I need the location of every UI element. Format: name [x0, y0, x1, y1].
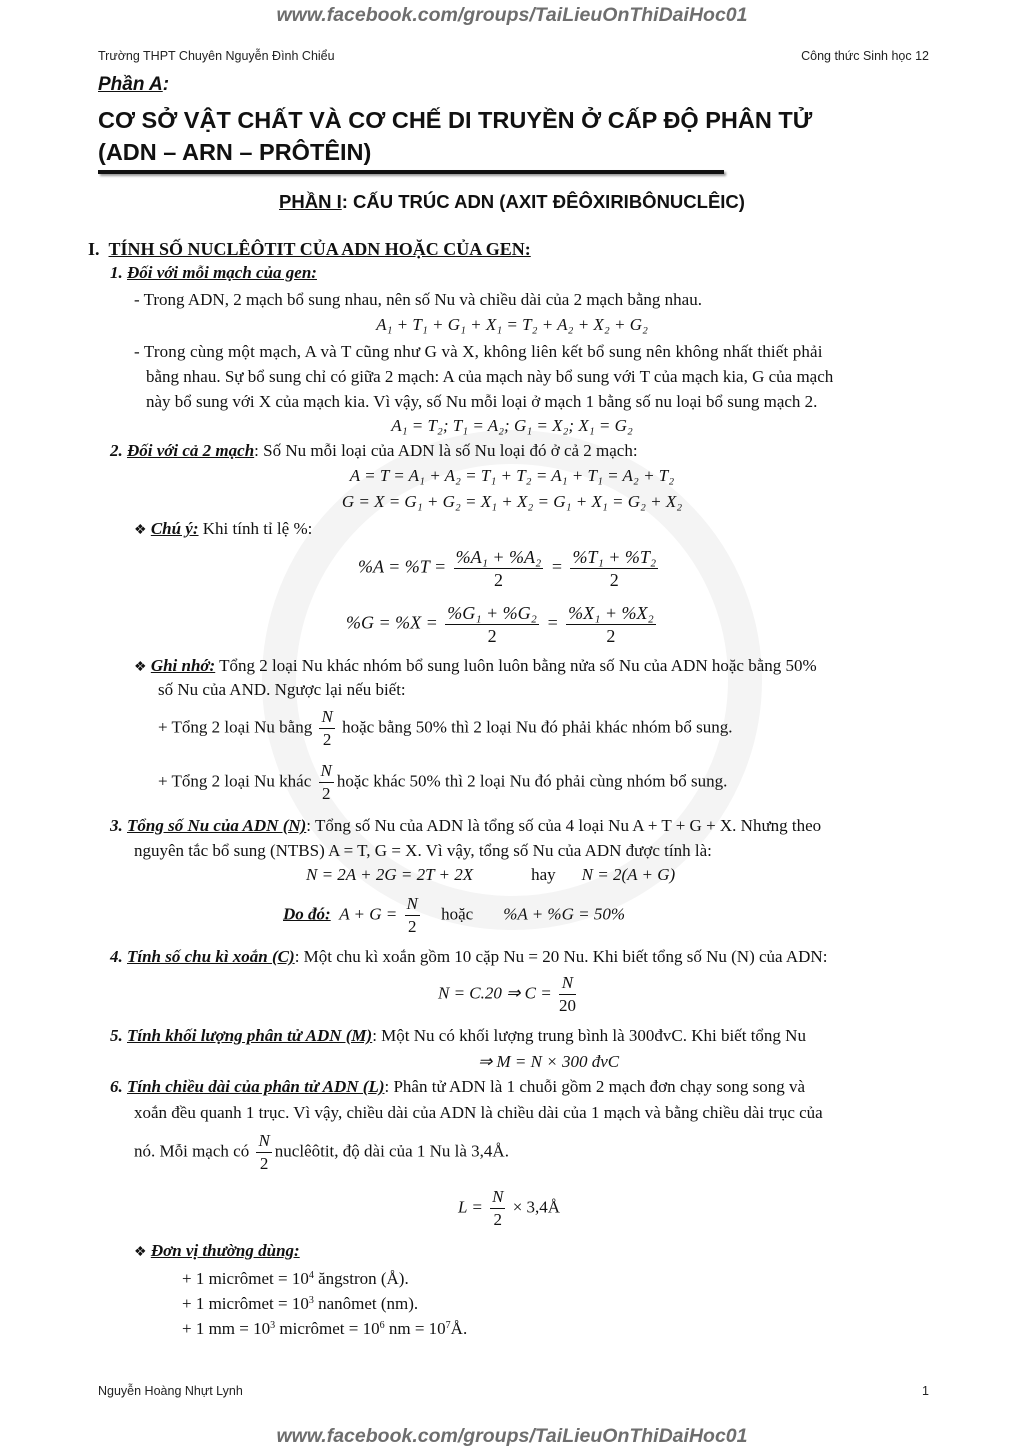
- s6-eq-post: × 3,4Å: [512, 1197, 561, 1217]
- section-label: PHẦN I: [279, 191, 342, 212]
- section-title: : CẤU TRÚC ADN (AXIT ĐÊÔXIRIBÔNUCLÊIC): [341, 191, 745, 212]
- b2-den: 2: [321, 784, 331, 803]
- s1-eq1: A₁ + T₁ + G₁ + X₁ = T₂ + A₂ + X₂ + G₂: [376, 315, 648, 334]
- part-label-colon: :: [162, 74, 170, 95]
- s5-heading: [110, 1025, 806, 1047]
- part-label-text: Phần A: [98, 74, 163, 95]
- eqA-f1-den: 2: [493, 570, 503, 590]
- unit-3-c: nm = 10: [384, 1319, 446, 1338]
- remember-line1: [134, 655, 817, 679]
- s3-frac-den: 2: [407, 917, 417, 936]
- s6-title: Tính chiều dài của phân tử ADN (L): [127, 1077, 385, 1096]
- unit-1-pre: + 1 micrômet = 10: [182, 1269, 309, 1288]
- s5-text: : Một Nu có khối lượng trung bình là 300đvC. Khi biết tổng Nu: [372, 1026, 806, 1045]
- s1-heading: [110, 262, 317, 284]
- unit-3: [182, 1315, 467, 1340]
- eqA-fraction-1: [454, 546, 544, 591]
- s1-p2a: - Trong cùng một mạch, A và T cũng như G và X, không liên kết bổ sung nên không nhất thiết phải: [134, 342, 823, 361]
- s6-text3: [134, 1130, 509, 1175]
- b1-den: 2: [322, 730, 332, 749]
- unit-1-post: ăngstron (Å).: [313, 1269, 409, 1288]
- b1-num: N: [319, 706, 334, 729]
- eqG-f1-num: %G₁ + %G₂: [447, 603, 537, 623]
- s1-eq2: A₁ = T₂; T₁ = A₂; G₁ = X₂; X₁ = G₂: [391, 416, 633, 435]
- page-number: 1: [922, 1384, 929, 1398]
- header-subject: Công thức Sinh học 12: [801, 49, 929, 63]
- s4-eq: [438, 972, 579, 1017]
- eqA-f1-num: %A₁ + %A₂: [455, 547, 542, 567]
- s2-text: : Số Nu mỗi loại của ADN là số Nu loại đó ở cả 2 mạch:: [254, 441, 638, 460]
- unit-3-b: micrômet = 10: [275, 1319, 380, 1338]
- note-eqA: [358, 546, 661, 591]
- s3-eq-d: %A + %G = 50%: [503, 904, 625, 924]
- s4-title: Tính số chu kì xoắn (C): [127, 947, 295, 966]
- b2-fraction: [319, 760, 334, 805]
- s6-t3-pre: nó. Mỗi mạch có: [134, 1141, 250, 1161]
- s4-heading: [110, 946, 827, 968]
- unit-2-exp: 3: [308, 1295, 314, 1306]
- unit-3-d: Å.: [450, 1319, 468, 1338]
- s4-frac-num: N: [559, 972, 576, 995]
- part-title-line2: (ADN – ARN – PRÔTÊIN): [98, 139, 372, 165]
- eqA-f2-num: %T₁ + %T₂: [572, 547, 657, 567]
- s2-num: 2.: [110, 441, 123, 460]
- b1-fraction: [319, 706, 334, 751]
- eqG-f2-num: %X₁ + %X₂: [568, 603, 654, 623]
- s6-t3-fraction: [256, 1130, 271, 1175]
- remember-text2: số Nu của AND. Ngược lại nếu biết:: [158, 680, 406, 699]
- heading-I-text: TÍNH SỐ NUCLÊÔTIT CỦA ADN HOẶC CỦA GEN:: [108, 239, 531, 259]
- s3-eq-line: [306, 864, 675, 886]
- title-underline-rule: [98, 170, 724, 174]
- note-title: Chú ý:: [150, 519, 199, 538]
- part-label: [98, 74, 169, 96]
- s6-t3-post: nuclêôtit, độ dài của 1 Nu là 3,4Å.: [274, 1141, 509, 1161]
- heading-I-num: I.: [88, 239, 100, 259]
- eqA-left: %A = %T =: [358, 556, 447, 577]
- s4-num: 4.: [110, 947, 123, 966]
- diamond-bullet-icon: ❖: [134, 660, 147, 675]
- s5-title: Tính khối lượng phân tử ADN (M): [127, 1026, 373, 1045]
- s5-num: 5.: [110, 1026, 123, 1045]
- remember-bullet2: [158, 760, 727, 805]
- s3-heading: [110, 815, 821, 837]
- remember-bullet1: [158, 706, 733, 751]
- eqA-f2-den: 2: [609, 570, 619, 590]
- s6-eq-den: 2: [493, 1210, 503, 1229]
- s3-hay: hay: [531, 865, 556, 884]
- s1-p2c: này bổ sung với X của mạch kia. Vì vậy, số Nu mỗi loại ở mạch 1 bằng số nu loại bổ sung mạch 2.: [146, 392, 818, 411]
- s3-do-do: Do đó:: [283, 904, 331, 924]
- s2-title: Đối với cả 2 mạch: [127, 441, 255, 460]
- b1-pre: + Tổng 2 loại Nu bằng: [158, 717, 313, 737]
- s6-t3-den: 2: [259, 1154, 269, 1173]
- s2-heading: [110, 440, 638, 462]
- diamond-bullet-icon: ❖: [134, 1245, 147, 1260]
- section-heading: [0, 191, 1024, 213]
- unit-1-exp: 4: [308, 1270, 314, 1281]
- s6-eq-fraction: [490, 1186, 505, 1231]
- s6-heading: [110, 1076, 805, 1098]
- eqG-left: %G = %X =: [346, 612, 438, 633]
- s4-fraction: [559, 972, 576, 1017]
- s3-frac-num: N: [405, 893, 420, 916]
- s1-num: 1.: [110, 263, 123, 282]
- diamond-bullet-icon: ❖: [134, 523, 147, 538]
- s6-num: 6.: [110, 1077, 123, 1096]
- note-line: [134, 518, 312, 542]
- b1-post: hoặc bằng 50% thì 2 loại Nu đó phải khác nhóm bổ sung.: [337, 717, 733, 737]
- remember-text1: Tổng 2 loại Nu khác nhóm bổ sung luôn luôn bằng nửa số Nu của ADN hoặc bằng 50%: [215, 656, 817, 675]
- b2-pre: + Tổng 2 loại Nu khác: [158, 771, 312, 791]
- s2-eq2: G = X = G₁ + G₂ = X₁ + X₂ = G₁ + X₁ = G₂ + X₂: [341, 492, 683, 511]
- s1-p1: - Trong ADN, 2 mạch bổ sung nhau, nên số Nu và chiều dài của 2 mạch bằng nhau.: [134, 290, 702, 309]
- s6-text1: : Phân tử ADN là 1 chuỗi gồm 2 mạch đơn chạy song song và: [384, 1077, 805, 1096]
- unit-3-a: + 1 mm = 10: [182, 1319, 271, 1338]
- s6-eq-num: N: [490, 1186, 505, 1209]
- eqG-equals: =: [546, 612, 559, 633]
- s5-eq: ⇒ M = N × 300 đvC: [478, 1052, 620, 1071]
- eqG-f1-den: 2: [487, 626, 497, 646]
- note-eqG: [346, 602, 659, 647]
- eqA-fraction-2: [570, 546, 658, 591]
- s3-eq-a: N = 2A + 2G = 2T + 2X: [306, 865, 474, 884]
- header-school: Trường THPT Chuyên Nguyễn Đình Chiểu: [98, 49, 335, 63]
- s3-text2: nguyên tắc bổ sung (NTBS) A = T, G = X. Vì vậy, tổng số Nu của ADN được tính là:: [134, 841, 712, 860]
- s6-t3-num: N: [256, 1130, 271, 1153]
- s3-title: Tổng số Nu của ADN (N): [127, 816, 307, 835]
- s4-eq-pre: N = C.20 ⇒ C =: [438, 983, 552, 1003]
- units-title: Đơn vị thường dùng:: [150, 1241, 300, 1260]
- s6-text2: xoắn đều quanh 1 trục. Vì vậy, chiều dài của ADN là chiều dài của 1 mạch và bằng chiều dài trục của: [134, 1103, 823, 1122]
- s2-eq1: A = T = A₁ + A₂ = T₁ + T₂ = A₁ + T₁ = A₂ + T₂: [349, 466, 675, 485]
- remember-title: Ghi nhớ:: [150, 656, 216, 675]
- unit-1: [182, 1265, 409, 1290]
- s4-text: : Một chu kì xoắn gồm 10 cặp Nu = 20 Nu. Khi biết tổng số Nu (N) của ADN:: [294, 947, 828, 966]
- s3-eq-b: N = 2(A + G): [581, 865, 676, 884]
- unit-3-e3: 7: [445, 1320, 451, 1331]
- s3-num: 3.: [110, 816, 123, 835]
- s4-frac-den: 20: [558, 996, 576, 1015]
- s3-dodo-line: [283, 893, 625, 938]
- footer-author: Nguyễn Hoàng Nhựt Lynh: [98, 1384, 243, 1398]
- eqG-f2-den: 2: [606, 626, 616, 646]
- s1-title: Đối với mỗi mạch của gen:: [127, 263, 317, 282]
- note-text: Khi tính tỉ lệ %:: [198, 519, 313, 538]
- part-title: [98, 104, 812, 168]
- unit-2-pre: + 1 micrômet = 10: [182, 1294, 309, 1313]
- s6-eq-pre: L =: [458, 1197, 483, 1217]
- s3-text1: : Tổng số Nu của ADN là tổng số của 4 loại Nu A + T + G + X. Nhưng theo: [306, 816, 822, 835]
- part-title-line1: CƠ SỞ VẬT CHẤT VÀ CƠ CHẾ DI TRUYỀN Ở CẤP ĐỘ PHÂN TỬ: [98, 107, 813, 133]
- s3-eq-c: A + G =: [339, 904, 398, 924]
- units-heading: [134, 1240, 300, 1264]
- eqG-fraction-2: [566, 602, 656, 647]
- unit-3-e2: 6: [379, 1320, 385, 1331]
- watermark-url-bottom: www.facebook.com/groups/TaiLieuOnThiDaiHoc01: [276, 1425, 748, 1447]
- unit-2-post: nanômet (nm).: [313, 1294, 419, 1313]
- unit-3-e1: 3: [270, 1320, 276, 1331]
- s3-fraction: [405, 893, 420, 938]
- s1-p2b: bằng nhau. Sự bổ sung chỉ có giữa 2 mạch: A của mạch này bổ sung với T của mạch kia, G của mạch: [146, 367, 834, 386]
- b2-num: N: [319, 760, 334, 783]
- watermark-url-top: www.facebook.com/groups/TaiLieuOnThiDaiHoc01: [276, 4, 748, 26]
- eqG-fraction-1: [445, 602, 539, 647]
- s3-hoac: hoặc: [441, 904, 474, 924]
- unit-2: [182, 1290, 418, 1315]
- s6-eq: [458, 1186, 560, 1231]
- heading-I: [88, 238, 531, 260]
- b2-post: hoặc khác 50% thì 2 loại Nu đó phải cùng nhóm bổ sung.: [336, 771, 728, 791]
- eqA-equals: =: [550, 556, 563, 577]
